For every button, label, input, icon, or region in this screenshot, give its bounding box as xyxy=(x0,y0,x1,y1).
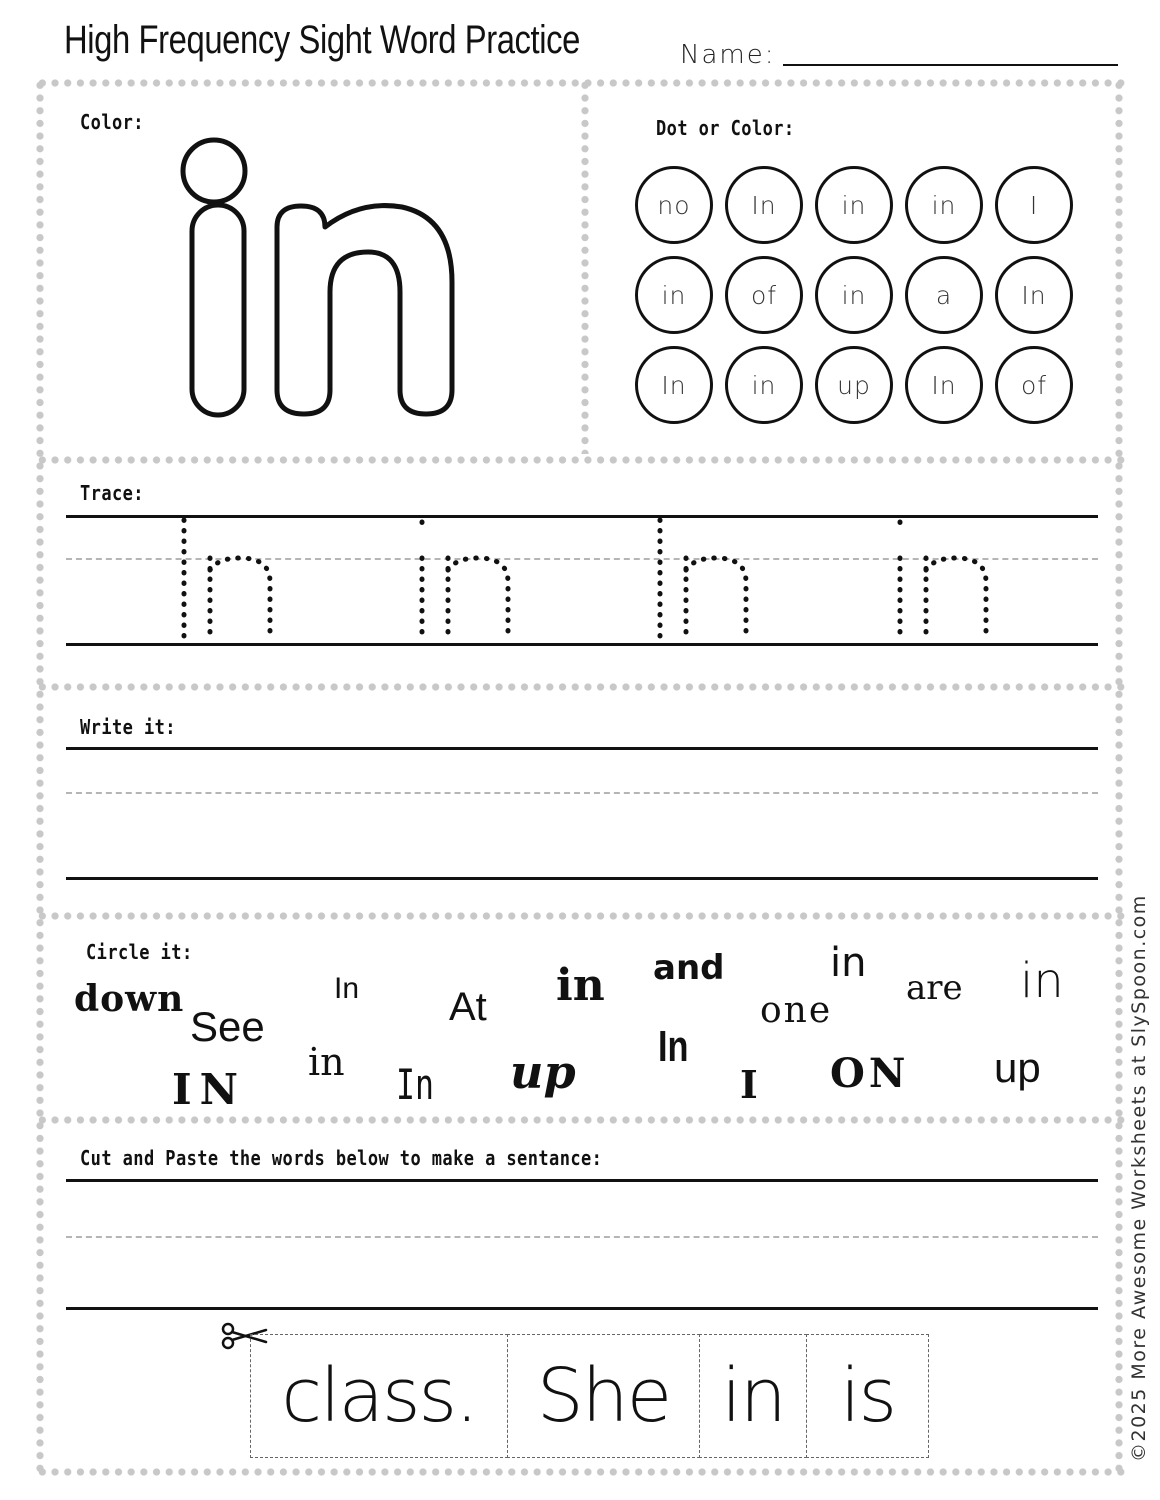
trace-word-4[interactable] xyxy=(886,512,1006,644)
write-top-line[interactable] xyxy=(66,747,1098,750)
circle-word[interactable]: In xyxy=(396,1060,434,1109)
dot-circle[interactable]: In xyxy=(995,256,1073,334)
dot-circle[interactable]: In xyxy=(725,166,803,244)
dot-circle[interactable]: up xyxy=(815,346,893,424)
color-label: Color: xyxy=(80,110,144,134)
circle-word[interactable]: up xyxy=(994,1044,1041,1091)
cut-top-line[interactable] xyxy=(66,1179,1098,1182)
dot-circle[interactable]: I xyxy=(995,166,1073,244)
name-line[interactable] xyxy=(783,64,1118,66)
circle-word[interactable]: in xyxy=(556,960,605,1011)
cut-word-card[interactable]: in xyxy=(699,1334,807,1458)
circle-word[interactable]: up xyxy=(510,1045,576,1099)
border-left xyxy=(36,79,44,1476)
circle-word[interactable]: See xyxy=(190,1003,265,1050)
cut-word-card[interactable]: class. xyxy=(250,1334,508,1458)
circle-word[interactable]: one xyxy=(760,990,833,1031)
dot-circle[interactable]: in xyxy=(815,166,893,244)
dot-circle[interactable]: in xyxy=(725,346,803,424)
cut-word-card[interactable]: She xyxy=(507,1334,700,1458)
dot-circle[interactable]: in xyxy=(905,166,983,244)
circle-word[interactable]: and xyxy=(653,948,725,988)
dot-circle[interactable]: in xyxy=(635,256,713,334)
dot-circle[interactable]: in xyxy=(815,256,893,334)
dot-circle[interactable]: In xyxy=(635,346,713,424)
bubble-word-in[interactable] xyxy=(180,132,470,422)
border-right xyxy=(1115,79,1123,1476)
divider-2 xyxy=(36,683,1128,691)
dot-label: Dot or Color: xyxy=(656,116,795,140)
border-bottom xyxy=(36,1468,1128,1476)
circle-word[interactable]: At xyxy=(449,985,487,1029)
circle-word[interactable]: in xyxy=(308,1040,345,1084)
circle-word[interactable]: IN xyxy=(172,1065,247,1114)
circle-word[interactable]: down xyxy=(74,978,185,1020)
circle-label: Circle it: xyxy=(86,940,193,964)
cut-base-line[interactable] xyxy=(66,1307,1098,1310)
copyright-text: ©2025 More Awesome Worksheets at SlySpoon.com xyxy=(1128,894,1150,1462)
trace-label: Trace: xyxy=(80,481,144,505)
cut-label: Cut and Paste the words below to make a sentance: xyxy=(80,1146,603,1170)
dot-circle[interactable]: of xyxy=(725,256,803,334)
dot-circle[interactable]: a xyxy=(905,256,983,334)
dot-circle[interactable]: no xyxy=(635,166,713,244)
circle-word[interactable]: ON xyxy=(830,1050,910,1097)
divider-vertical xyxy=(581,79,589,454)
write-base-line[interactable] xyxy=(66,877,1098,880)
trace-word-1[interactable] xyxy=(170,512,290,644)
trace-word-3[interactable] xyxy=(646,512,766,644)
worksheet-title: High Frequency Sight Word Practice xyxy=(64,18,580,62)
trace-word-2[interactable] xyxy=(408,512,528,644)
divider-4 xyxy=(36,1116,1128,1124)
circle-word[interactable]: In xyxy=(658,1022,689,1071)
circle-word[interactable]: in xyxy=(1020,953,1064,1009)
dot-circle[interactable]: In xyxy=(905,346,983,424)
write-label: Write it: xyxy=(80,715,176,739)
write-mid-line[interactable] xyxy=(66,792,1098,794)
divider-1 xyxy=(36,456,1128,464)
divider-3 xyxy=(36,912,1128,920)
circle-word[interactable]: I xyxy=(740,1062,758,1107)
circle-word[interactable]: in xyxy=(830,940,867,986)
dot-circle[interactable]: of xyxy=(995,346,1073,424)
cut-word-card[interactable]: is xyxy=(806,1334,929,1458)
name-label: Name: xyxy=(680,40,776,70)
circle-word[interactable]: In xyxy=(334,972,360,1005)
cut-mid-line[interactable] xyxy=(66,1236,1098,1238)
circle-word[interactable]: are xyxy=(906,968,963,1008)
